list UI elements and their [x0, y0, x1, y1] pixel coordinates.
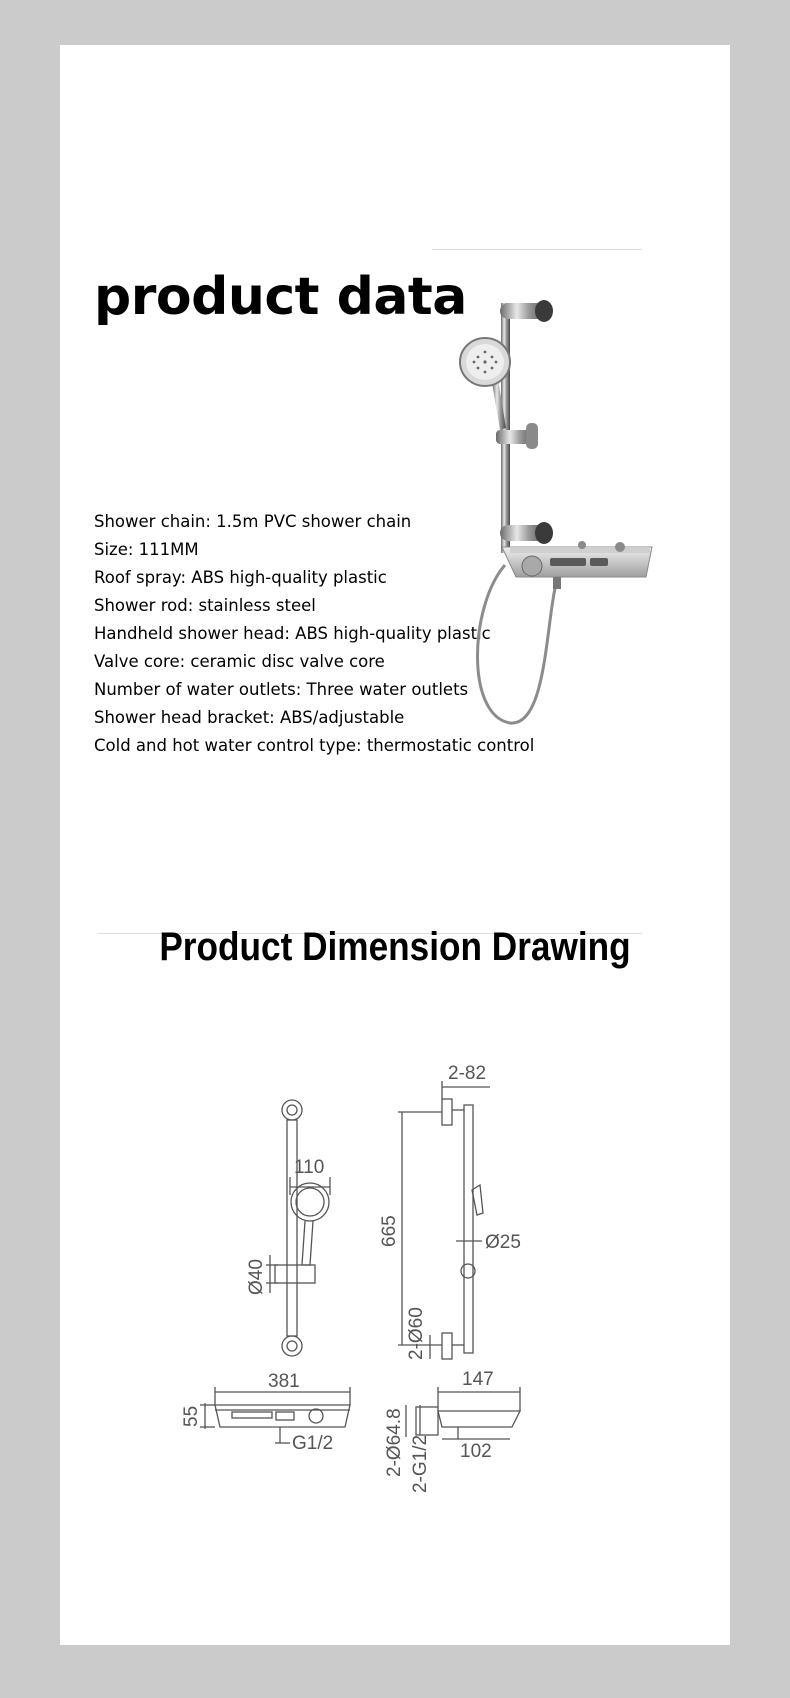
dim-side-offset: 102 [460, 1441, 492, 1462]
product-data-title: product data [94, 267, 467, 327]
spec-item: Shower head bracket: ABS/adjustable [94, 708, 405, 727]
spec-item: Number of water outlets: Three water outlets [94, 680, 469, 699]
dim-inlet-dia: 2-Ø64.8 [384, 1408, 405, 1477]
spec-item: Cold and hot water control type: thermostatic control [94, 736, 535, 755]
dim-inlet-thread-pair: 2-G1/2 [410, 1434, 431, 1493]
dim-side-depth: 147 [462, 1369, 494, 1390]
dim-wall-mount: 2-82 [448, 1063, 487, 1084]
dim-shelf-width: 381 [268, 1371, 300, 1392]
content-page [60, 45, 730, 1645]
dimension-drawing [180, 1015, 580, 1493]
spec-item: Shower chain: 1.5m PVC shower chain [94, 512, 412, 531]
spec-item: Valve core: ceramic disc valve core [94, 652, 385, 671]
dim-inlet-thread: G1/2 [292, 1433, 334, 1454]
spec-item: Handheld shower head: ABS high-quality plastic [94, 624, 491, 643]
dim-head-width: 110 [294, 1157, 325, 1178]
spec-item: Size: 111MM [94, 540, 199, 559]
dim-mount-dia: 2-Ø60 [406, 1307, 427, 1360]
dim-rod-length: 665 [379, 1215, 400, 1247]
dim-bracket-dia: Ø40 [246, 1259, 267, 1295]
shower-system-image [440, 275, 670, 735]
dim-shelf-height: 55 [181, 1405, 202, 1427]
top-divider [432, 249, 642, 250]
dim-rod-dia: Ø25 [485, 1232, 521, 1253]
dimension-drawing-title: Product Dimension Drawing [159, 925, 631, 969]
spec-item: Roof spray: ABS high-quality plastic [94, 568, 387, 587]
spec-item: Shower rod: stainless steel [94, 596, 316, 615]
